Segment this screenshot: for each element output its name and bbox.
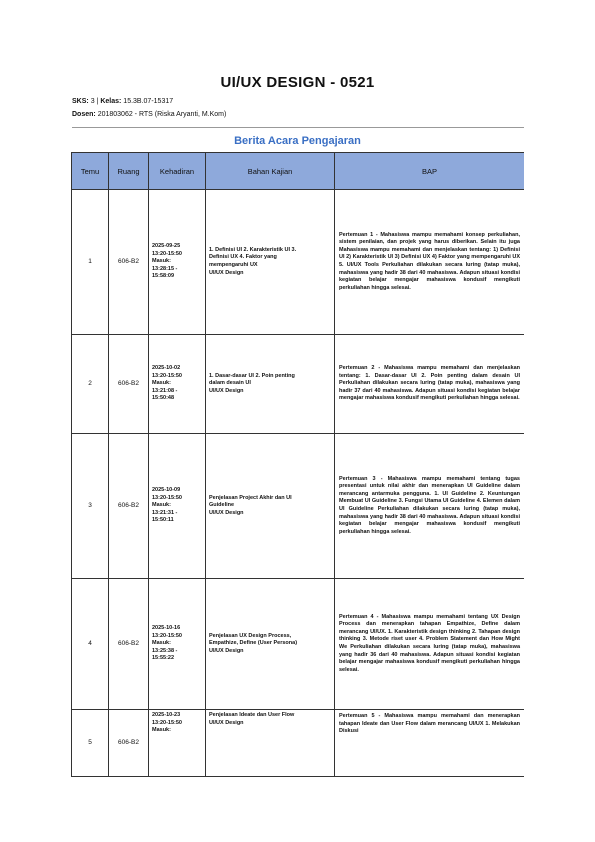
kajian-line: UI/UX Design	[209, 387, 244, 394]
kehadiran-line: 13:20-15:50	[152, 494, 182, 501]
kehadiran-line: 13:21:31 -	[152, 509, 178, 516]
kajian-line: Penjelasan UX Design Process,	[209, 632, 292, 639]
cell-bap: Pertemuan 3 - Mahasiswa mampu memahami tentang tugas presentasi untuk nilai akhir dan menerapkan UI Guideline dalam merancang antarmuka pengguna. 1. UI Guideline 2. Keuntungan Membuat UI Guideline 3. Fungsi Utama UI Guideline 4. Elemen dalam UI Guideline Perkuliahan dilakukan secara luring (tatap muka), mahasiswa yang hadir 38 dari 40 mahasiswa. Adapun situasi kondisi kegiatan belajar mengajar mahasiswa kondusif mengikuti perkuliahan hingga selesai.	[335, 434, 525, 579]
kelas-value: 15.3B.07-15317	[123, 98, 174, 105]
col-header-ruang: Ruang	[109, 153, 149, 190]
cell-bahan-kajian	[206, 335, 335, 434]
cell-kehadiran	[149, 335, 206, 434]
bap-table-container	[71, 152, 524, 842]
header-divider	[72, 127, 524, 128]
cell-kehadiran	[149, 710, 206, 777]
kehadiran-line: 15:55:22	[152, 655, 175, 662]
dosen-label: Dosen:	[72, 111, 96, 118]
kajian-line: UI/UX Design	[209, 269, 244, 276]
cell-temu: 1	[72, 190, 109, 335]
kehadiran-line: 13:20-15:50	[152, 632, 182, 639]
course-meta	[72, 97, 173, 106]
kehadiran-line: Masuk:	[152, 727, 171, 734]
cell-ruang: 606-B2	[109, 434, 149, 579]
kehadiran-line: 2025-09-25	[152, 243, 181, 250]
kehadiran-line: 13:21:08 -	[152, 387, 178, 394]
col-header-temu: Temu	[72, 153, 109, 190]
kajian-line: dalam desain UI	[209, 380, 251, 387]
cell-temu: 5	[72, 710, 109, 777]
meta-separator: |	[96, 98, 99, 105]
cell-bap: Pertemuan 1 - Mahasiswa mampu memahami konsep perkuliahan, sistem penilaian, dan projek yang harus diberikan. Selain itu juga Mahasiswa mampu memahami dan menjelaskan tentang: 1) Definisi UI 2) Karakteristik UI 3) Definisi UX 4) Faktor yang mempengaruhi UX 5. UI/UX Tools Perkuliahan dilakukan secara luring (tatap muka), mahasiswa yang hadir 38 dari 40 mahasiswa. Adapun situasi kondisi kegiatan belajar mengajar mahasiswa kondusif mengikuti perkuliahan hingga selesai.	[335, 190, 525, 335]
kehadiran-line: 2025-10-02	[152, 365, 181, 372]
cell-ruang: 606-B2	[109, 190, 149, 335]
cell-bahan-kajian	[206, 579, 335, 710]
sks-label: SKS:	[72, 98, 89, 105]
kehadiran-line: 15:50:11	[152, 517, 174, 524]
cell-bap: Pertemuan 4 - Mahasiswa mampu memahami tentang UX Design Process dan menerapkan tahapan Empathize, Define dalam merancang UI/UX. 1. Karakteristik design thinking 2. Tahapan design thinking 3. Metode riset user 4. Problem Statement dan How Might We Perkuliahan dilakukan secara luring (tatap muka), mahasiswa yang hadir 36 dari 40 mahasiswa. Adapun situasi kondisi kegiatan belajar mengajar mahasiswa kondusif mengikuti perkuliahan hingga selesai.	[335, 579, 525, 710]
table-row	[72, 190, 525, 335]
kajian-line: mempengaruhi UX	[209, 262, 258, 268]
table-row	[72, 710, 525, 777]
bap-table	[71, 152, 524, 777]
kehadiran-line: 15:58:09	[152, 273, 175, 280]
cell-bahan-kajian	[206, 710, 335, 777]
document-title: UI/UX DESIGN - 0521	[220, 74, 375, 91]
kajian-line: UI/UX Design	[209, 647, 244, 654]
kajian-line: Penjelasan Ideate dan User Flow	[209, 712, 295, 718]
cell-temu: 4	[72, 579, 109, 710]
kajian-line: Guideline	[209, 502, 235, 509]
cell-ruang: 606-B2	[109, 710, 149, 777]
table-row	[72, 579, 525, 710]
col-header-kehadiran: Kehadiran	[149, 153, 206, 190]
kehadiran-line: 13:20-15:50	[152, 719, 182, 726]
table-row	[72, 434, 525, 579]
kehadiran-line: 13:28:15 -	[152, 265, 178, 272]
kajian-line: 1. Definisi UI 2. Karakteristik UI 3.	[209, 246, 297, 253]
cell-ruang: 606-B2	[109, 579, 149, 710]
cell-bap: Pertemuan 2 - Mahasiswa mampu memahami dan menjelaskan tentang: 1. Dasar-dasar UI 2. Poin penting dalam desain UI Perkuliahan dilakukan secara luring (tatap muka), mahasiswa yang hadir 37 dari 40 mahasiswa. Adapun situasi kondisi kegiatan belajar mengajar mahasiswa kondusif mengikuti perkuliahan hingga selesai.	[335, 335, 525, 434]
kajian-line: Penjelasan Project Akhir dan UI	[209, 494, 292, 501]
kelas-label: Kelas:	[100, 98, 122, 105]
kehadiran-line: Masuk:	[152, 640, 171, 647]
dosen-value: 201803062 - RTS (Riska Aryanti, M.Kom)	[97, 111, 227, 118]
sks-value: 3	[90, 98, 95, 105]
table-header-row	[72, 153, 525, 190]
kajian-line: 1. Dasar-dasar UI 2. Poin penting	[209, 372, 295, 379]
section-title: Berita Acara Pengajaran	[234, 135, 361, 147]
kehadiran-line: 13:20-15:50	[152, 372, 182, 379]
cell-temu: 2	[72, 335, 109, 434]
kehadiran-line: Masuk:	[152, 380, 171, 387]
lecturer-meta	[72, 110, 226, 119]
kehadiran-line: 2025-10-09	[152, 487, 181, 494]
cell-bahan-kajian	[206, 190, 335, 335]
cell-kehadiran	[149, 579, 206, 710]
cell-ruang: 606-B2	[109, 335, 149, 434]
kehadiran-line: Masuk:	[152, 258, 171, 265]
cell-temu: 3	[72, 434, 109, 579]
kehadiran-line: 13:20-15:50	[152, 250, 182, 257]
kehadiran-line: Masuk:	[152, 502, 171, 509]
table-row	[72, 335, 525, 434]
kajian-line: Definisi UX 4. Faktor yang	[209, 254, 277, 261]
kehadiran-line: 13:25:38 -	[152, 647, 178, 654]
col-header-kajian: Bahan Kajian	[206, 153, 335, 190]
cell-kehadiran	[149, 190, 206, 335]
col-header-bap: BAP	[335, 153, 525, 190]
cell-bahan-kajian	[206, 434, 335, 579]
cell-bap: Pertemuan 5 - Mahasiswa mampu memahami dan menerapkan tahapan Ideate dan User Flow dalam merancang UI/UX 1. Melakukan Diskusi	[335, 710, 525, 777]
kajian-line: UI/UX Design	[209, 509, 244, 516]
cell-kehadiran	[149, 434, 206, 579]
kajian-line: Empathize, Define (User Persona)	[209, 640, 298, 647]
kehadiran-line: 2025-10-16	[152, 625, 181, 632]
kehadiran-line: 15:50:48	[152, 395, 175, 402]
kehadiran-line: 2025-10-23	[152, 712, 181, 718]
kajian-line: UI/UX Design	[209, 719, 244, 726]
